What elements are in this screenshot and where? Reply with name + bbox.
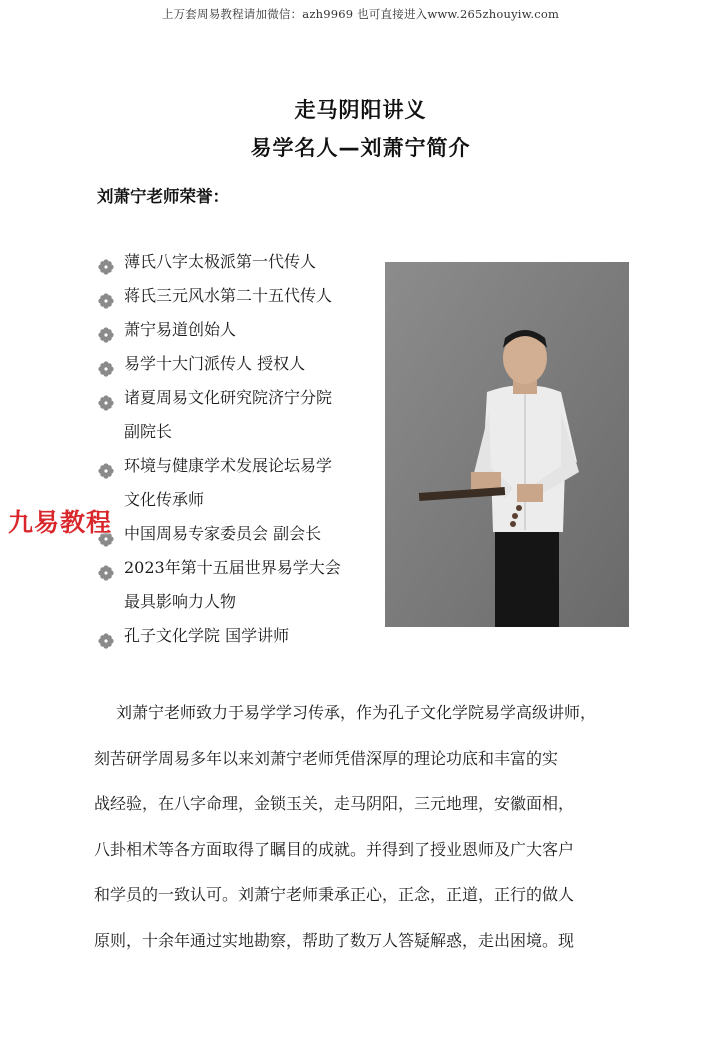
- body-line: 和学员的一致认可。刘萧宁老师秉承正心，正念，正道，正行的做人: [94, 885, 575, 904]
- honors-item: [96, 347, 386, 381]
- honors-item-text: 诸夏周易文化研究院济宁分院: [124, 388, 333, 407]
- watermark: 九易教程: [8, 508, 113, 537]
- body-line: 原则，十余年通过实地勘察，帮助了数万人答疑解惑，走出困境。现: [94, 930, 575, 950]
- honors-item: [96, 381, 386, 449]
- honors-item: [96, 449, 386, 517]
- honors-item: [96, 619, 386, 653]
- honors-heading: 刘萧宁老师荣誉：: [97, 187, 229, 206]
- body-line: 战经验，在八字命理，金锁玉关，走马阴阳，三元地理，安徽面相，: [94, 794, 575, 813]
- gear-flower-bullet-icon: [98, 627, 114, 643]
- gear-flower-bullet-icon: [98, 559, 114, 575]
- body-line: 八卦相术等各方面取得了瞩目的成就。并得到了授业恩师及广大客户: [94, 839, 575, 859]
- gear-flower-bullet-icon: [98, 321, 114, 337]
- portrait-illustration: [385, 262, 629, 627]
- honors-item-text: 副院长: [124, 422, 173, 441]
- honors-item-text: 孔子文化学院 国学讲师: [124, 626, 290, 645]
- gear-flower-bullet-icon: [98, 253, 114, 269]
- gear-flower-bullet-icon: [98, 457, 114, 473]
- honors-item: [96, 245, 386, 279]
- honors-item: [96, 551, 386, 619]
- honors-item: [96, 517, 386, 551]
- body-line: 刘萧宁老师致力于易学学习传承，作为孔子文化学院易学高级讲师，: [116, 703, 597, 722]
- gear-flower-bullet-icon: [98, 287, 114, 303]
- gear-flower-bullet-icon: [98, 389, 114, 405]
- body-line: 刻苦研学周易多年以来刘萧宁老师凭借深厚的理论功底和丰富的实: [94, 748, 559, 768]
- honors-item-text: 环境与健康学术发展论坛易学: [124, 456, 333, 475]
- honors-item-text: 最具影响力人物: [124, 592, 237, 611]
- honors-item-text: 蒋氏三元风水第二十五代传人: [124, 286, 333, 305]
- honors-item-text: 萧宁易道创始人: [124, 320, 237, 339]
- biography-paragraph: [94, 690, 635, 963]
- document-title: 走马阴阳讲义: [294, 98, 427, 122]
- document-subtitle: 易学名人—刘萧宁简介: [250, 136, 471, 160]
- honors-item-text: 中国周易专家委员会 副会长: [124, 524, 322, 543]
- honors-item-text: 薄氏八字太极派第一代传人: [124, 252, 317, 271]
- honors-item: [96, 313, 386, 347]
- honors-item-text: 易学十大门派传人 授权人: [124, 354, 306, 373]
- honors-item-text: 2023年第十五届世界易学大会: [124, 558, 341, 577]
- honors-item: [96, 279, 386, 313]
- honors-item-text: 文化传承师: [124, 490, 205, 509]
- top-banner: 上万套周易教程请加微信：azh9969 也可直接进入www.265zhouyiw.com: [161, 7, 560, 21]
- gear-flower-bullet-icon: [98, 355, 114, 371]
- portrait-photo: [385, 262, 629, 627]
- honors-list: [96, 245, 386, 653]
